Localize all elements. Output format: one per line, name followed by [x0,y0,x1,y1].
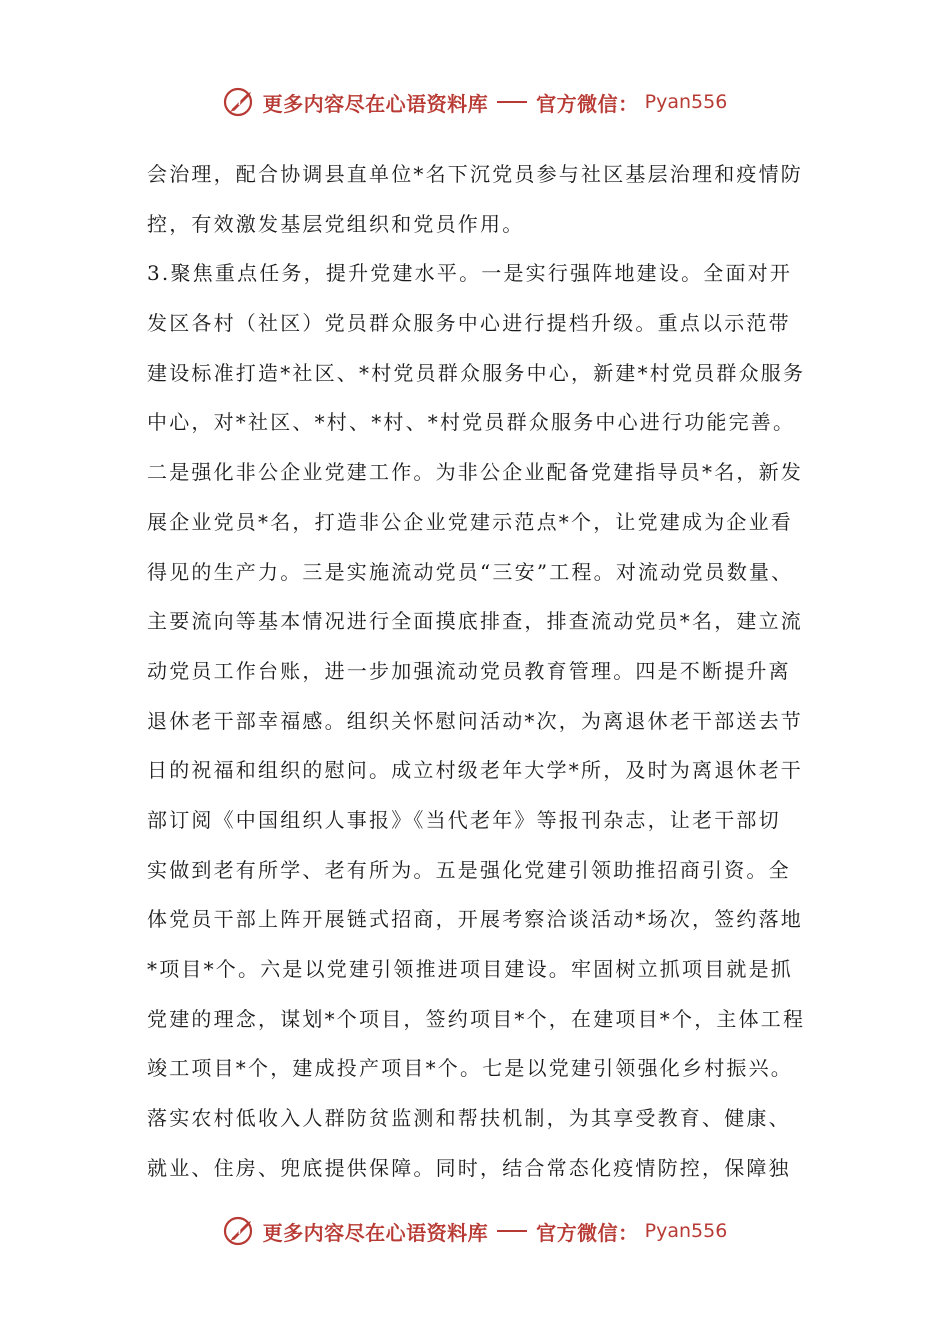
body-text-line: 日的祝福和组织的慰问。成立村级老年大学*所，及时为离退休老干 [147,758,803,783]
footer-banner-inner [223,1214,728,1248]
body-text-line: 动党员工作台账，进一步加强流动党员教育管理。四是不断提升离 [147,658,791,683]
pen-logo-icon [223,1214,257,1248]
body-text-line: 展企业党员*名，打造非公企业党建示范点*个，让党建成为企业看 [147,509,793,534]
body-text-line: 落实农村低收入人群防贫监测和帮扶机制，为其享受教育、健康、 [147,1106,791,1131]
document-body [147,150,807,1193]
body-text-line: 二是强化非公企业党建工作。为非公企业配备党建指导员*名，新发 [147,460,803,485]
header-banner-inner [223,85,728,119]
header-banner-title: 更多内容尽在心语资料库 [262,91,489,116]
body-text-line: 会治理，配合协调县直单位*名下沉党员参与社区基层治理和疫情防 [147,162,803,186]
body-text-line: 中心，对*社区、*村、*村、*村党员群众服务中心进行功能完善。 [147,410,796,435]
header-banner [0,82,950,122]
pen-logo-icon [223,85,257,119]
footer-banner [0,1211,950,1251]
footer-banner-contact-label: 官方微信： [536,1220,639,1245]
footer-banner-title: 更多内容尽在心语资料库 [262,1220,489,1245]
body-text-line: 3.聚焦重点任务，提升党建水平。一是实行强阵地建设。全面对开 [147,261,793,286]
header-banner-contact-label: 官方微信： [536,91,639,116]
header-banner-dash [497,101,527,103]
body-text-line: 控，有效激发基层党组织和党员作用。 [147,211,525,236]
body-text-line: 竣工项目*个，建成投产项目*个。七是以党建引领强化乡村振兴。 [147,1056,793,1081]
body-text-line: 部订阅《中国组织人事报》《当代老年》等报刊杂志，让老干部切 [147,807,781,832]
header-banner-contact-value: Pyan556 [644,91,728,113]
body-text-line: 党建的理念，谋划*个项目，签约项目*个，在建项目*个，主体工程 [147,1006,806,1031]
body-text-line: 发区各村（社区）党员群众服务中心进行提档升级。重点以示范带 [147,311,791,336]
footer-banner-contact-value: Pyan556 [644,1220,728,1242]
body-text-line: 体党员干部上阵开展链式招商，开展考察洽谈活动*场次，签约落地 [147,907,803,932]
footer-banner-dash [497,1230,527,1232]
body-text-line: 得见的生产力。三是实施流动党员“三安”工程。对流动党员数量、 [147,559,794,584]
body-text-line: 主要流向等基本情况进行全面摸底排查，排查流动党员*名，建立流 [147,609,803,634]
body-text-line: 建设标准打造*社区、*村党员群众服务中心，新建*村党员群众服务 [147,360,806,385]
body-text-line: *项目*个。六是以党建引领推进项目建设。牢固树立抓项目就是抓 [147,957,793,981]
body-text-line: 就业、住房、兜底提供保障。同时，结合常态化疫情防控，保障独 [147,1155,791,1180]
body-text-line: 实做到老有所学、老有所为。五是强化党建引领助推招商引资。全 [147,857,791,882]
body-text-line: 退休老干部幸福感。组织关怀慰问活动*次，为离退休老干部送去节 [147,708,803,733]
